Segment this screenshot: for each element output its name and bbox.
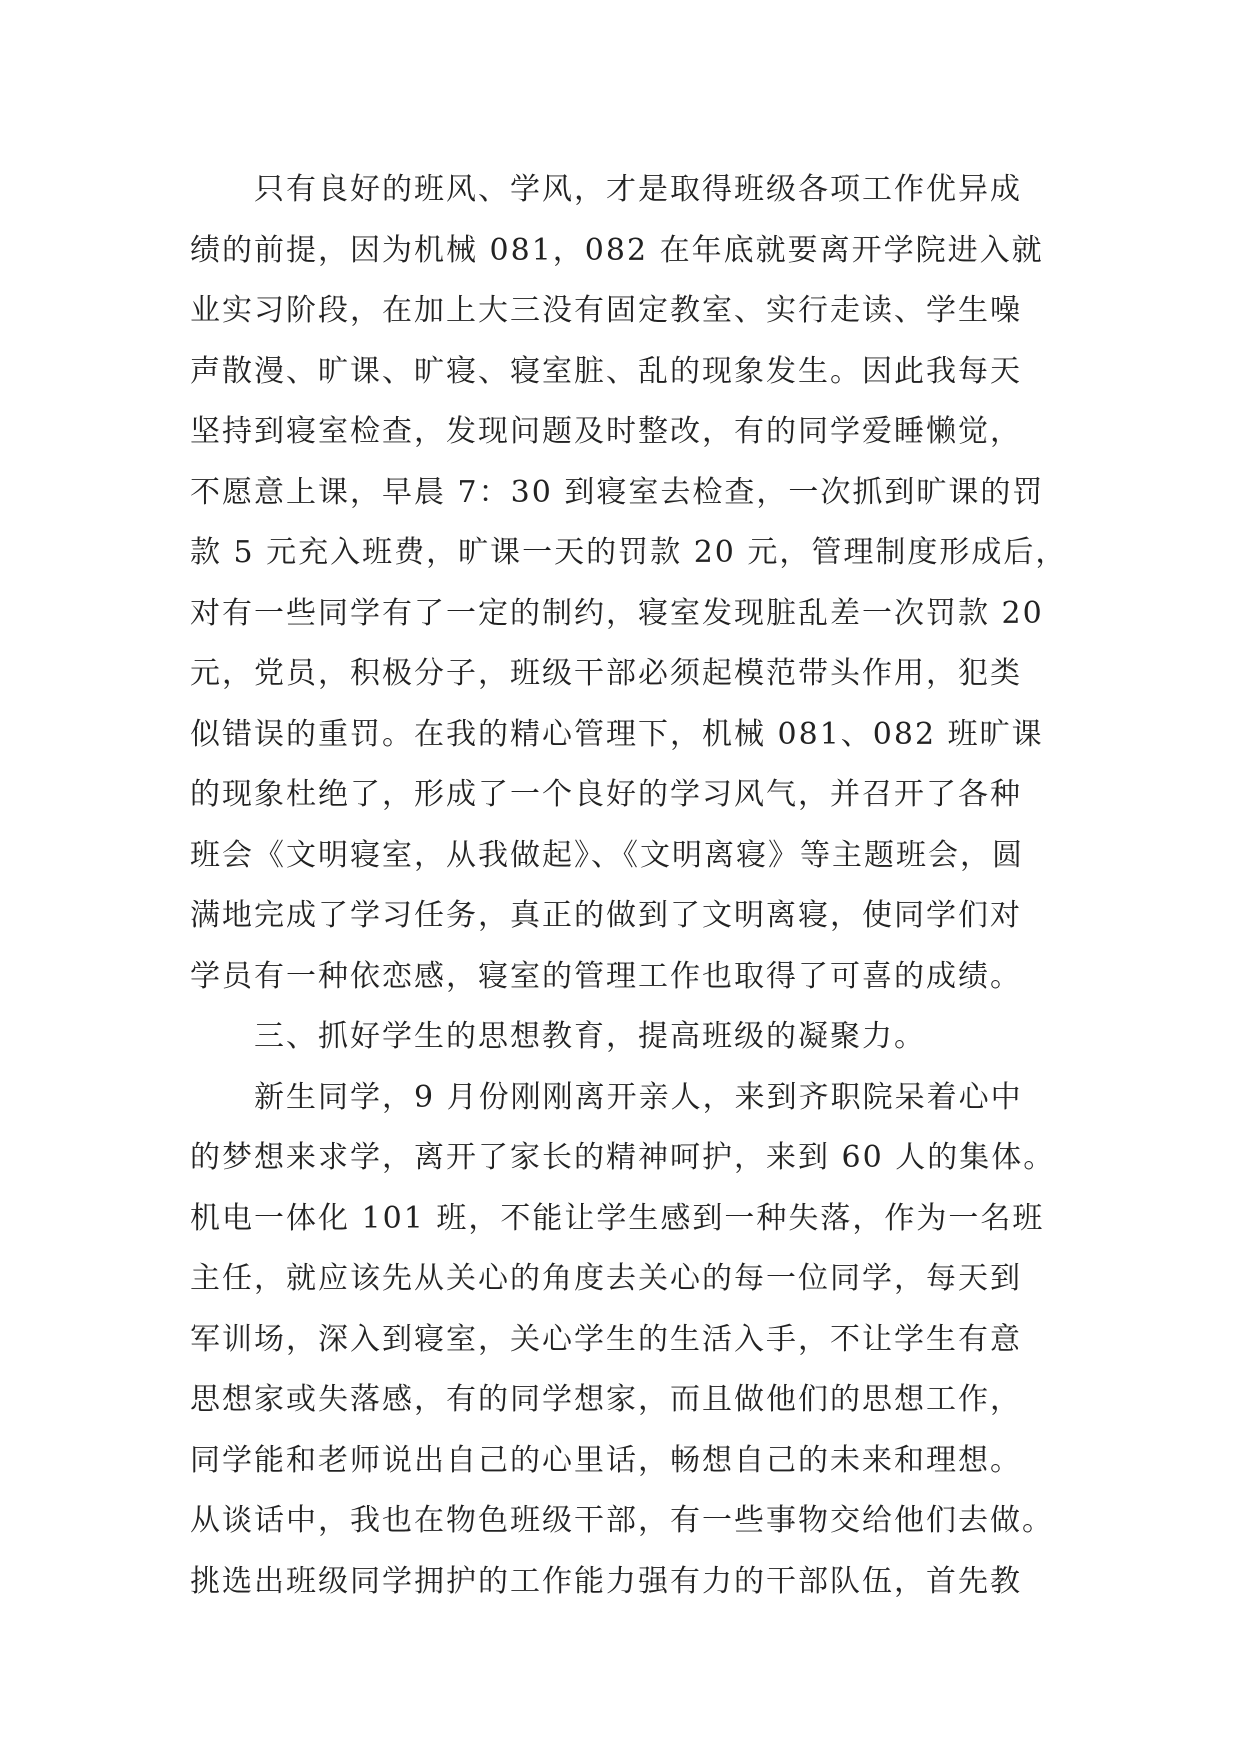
text-line: 同学能和老师说出自己的心里话，畅想自己的未来和理想。	[190, 1442, 1022, 1478]
text-line: 只有良好的班风、学风，才是取得班级各项工作优异成	[190, 172, 1022, 207]
text-line: 似错误的重罚。在我的精心管理下，机械 081、082 班旷课	[190, 716, 1044, 752]
text-line: 思想家或失落感，有的同学想家，而且做他们的思想工作，	[190, 1382, 1022, 1417]
text-line: 声散漫、旷课、旷寝、寝室脏、乱的现象发生。因此我每天	[190, 353, 1022, 389]
text-line: 学员有一种依恋感，寝室的管理工作也取得了可喜的成绩。	[190, 958, 1022, 994]
text-line: 满地完成了学习任务，真正的做到了文明离寝，使同学们对	[190, 898, 1022, 933]
text-line: 的现象杜绝了，形成了一个良好的学习风气，并召开了各种	[190, 777, 1022, 812]
text-line: 绩的前提，因为机械 081，082 在年底就要离开学院进入就	[190, 232, 1044, 268]
text-line: 的梦想来求学，离开了家长的精神呵护，来到 60 人的集体。	[190, 1140, 1056, 1175]
text-line: 款 5 元充入班费，旷课一天的罚款 20 元，管理制度形成后，	[190, 535, 1068, 570]
section-heading: 三、抓好学生的思想教育，提高班级的凝聚力。	[190, 1019, 926, 1054]
text-line: 坚持到寝室检查，发现问题及时整改，有的同学爱睡懒觉，	[190, 414, 1022, 449]
text-line: 业实习阶段，在加上大三没有固定教室、实行走读、学生噪	[190, 293, 1022, 328]
text-line: 元，党员，积极分子，班级干部必须起模范带头作用，犯类	[190, 656, 1022, 691]
text-line: 机电一体化 101 班，不能让学生感到一种失落，作为一名班	[190, 1200, 1045, 1236]
text-line: 新生同学，9 月份刚刚离开亲人，来到齐职院呆着心中	[190, 1079, 1023, 1115]
body-text	[190, 160, 1068, 1612]
text-line: 主任，就应该先从关心的角度去关心的每一位同学，每天到	[190, 1261, 1022, 1296]
text-line: 从谈话中，我也在物色班级干部，有一些事物交给他们去做。	[190, 1503, 1054, 1538]
text-line: 军训场，深入到寝室，关心学生的生活入手，不让学生有意	[190, 1321, 1022, 1357]
text-line: 班会《文明寝室，从我做起》、《文明离寝》等主题班会，圆	[190, 837, 1024, 873]
text-line: 对有一些同学有了一定的制约，寝室发现脏乱差一次罚款 20	[190, 595, 1044, 631]
text-line: 挑选出班级同学拥护的工作能力强有力的干部队伍，首先教	[190, 1563, 1022, 1599]
text-line: 不愿意上课，早晨 7：30 到寝室去检查，一次抓到旷课的罚	[190, 474, 1045, 510]
